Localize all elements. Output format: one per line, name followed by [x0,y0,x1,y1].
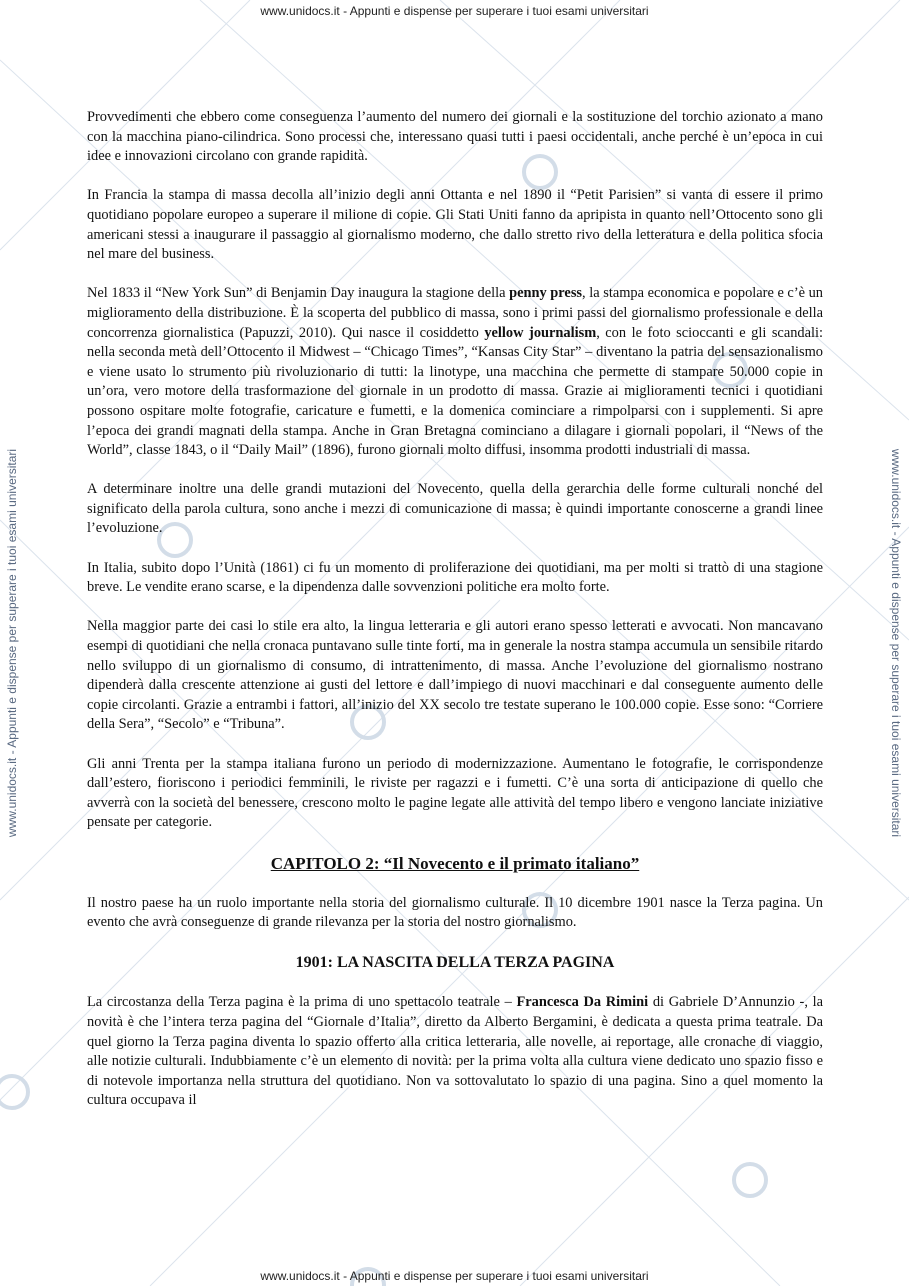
footer-watermark: www.unidocs.it - Appunti e dispense per superare i tuoi esami universitari [260,1269,649,1283]
document-body [87,108,823,1131]
text-run: , con le foto scioccanti e gli scandali: nella seconda metà dell’Ottocento il Midwest – “Chicago Times”, “Kansas City Star” – diventano la patria del sensazionalismo e viene usato lo strumento più rivoluzionario di tutti: la linotype, una macchina che permette di stampare 50.000 copie in un’ora, vero motore della trasformazione del giornale in un prodotto di massa. Grazie ai miglioramenti tecnici i quotidiani possono ospitare molte fotografie, caricature e fumetti, e la domenica cominciare a rimpolparsi con i supplementi. Si apre l’epoca dei grandi magnati della stampa. Anche in Gran Bretagna cominciano a dilagare i giornali popolari, il “News of the World”, classe 1843, o il “Daily Mail” (1896), furono giornali molto diffusi, insomma prodotti industriali di massa. [87,324,823,459]
paragraph: Il nostro paese ha un ruolo importante nella storia del giornalismo culturale. Il 10 dicembre 1901 nasce la Terza pagina. Un evento che avrà conseguenze di grande rilevanza per la storia del nostro giornalismo. [87,894,823,931]
section-title: 1901: LA NASCITA DELLA TERZA PAGINA [295,954,615,972]
paragraph: In Italia, subito dopo l’Unità (1861) ci fu un momento di proliferazione dei quotidiani, ma per molti si trattò di una stagione breve. Le vendite erano scarse, e la dipendenza dalle sovvenzioni politiche era molto forte. [87,559,823,596]
side-watermark-left: www.unidocs.it - Appunti e dispense per superare i tuoi esami universitari [5,448,19,838]
text-run: di Gabriele D’Annunzio -, la novità è che l’intera terza pagina del “Giornale d’Italia”, diretto da Alberto Bergamini, è dedicata a questa prima teatrale. Da quel giorno la Terza pagina diventa lo spazio offerto alla critica letteraria, alle novelle, ai reportage, alle cronache di viaggio, alle notizie culturali. Indubbiamente c’è un elemento di novità: per la prima volta alla cultura viene dedicato uno spazio fisso e di notevole importanza nella struttura del quotidiano. Non va sottovalutato lo spazio di una pagina. Sino a quel momento la cultura occupava il [87,994,823,1109]
paragraph [87,993,823,1111]
paragraph: Nella maggior parte dei casi lo stile era alto, la lingua letteraria e gli autori erano spesso letterati e avvocati. Non mancavano esempi di quotidiani che nella cronaca puntavano sulle tinte forti, ma in generale la nostra stampa accumula un sensibile ritardo nello sviluppo di un giornalismo di consumo, di intrattenimento, di massa. Anche l’evoluzione del giornalismo nostrano dipenderà dalla crescente attenzione ai gusti del lettore e dall’impiego di nuovi macchinari e dal conseguente aumento delle copie circolanti. Grazie a entrambi i fattori, all’inizio del XX secolo tre testate superano le 100.000 copie. Esse sono: “Corriere della Sera”, “Secolo” e “Tribuna”. [87,618,823,733]
paragraph: In Francia la stampa di massa decolla all’inizio degli anni Ottanta e nel 1890 il “Petit Parisien” si vanta di essere il primo quotidiano popolare europeo a superare il milione di copie. Gli Stati Uniti fanno da apripista in quanto nell’Ottocento sono gli americani stessi a inaugurare il passaggio al giornalismo moderno, che dallo stretto rivo della letteratura e della politica sfocia nel mare del business. [87,187,823,263]
side-watermark-right: www.unidocs.it - Appunti e dispense per superare i tuoi esami universitari [889,448,903,838]
chapter-title: CAPITOLO 2: “Il Novecento e il primato italiano” [270,853,640,873]
paragraph: Provvedimenti che ebbero come conseguenza l’aumento del numero dei giornali e la sostituzione del torchio azionato a mano con la macchina piano-cilindrica. Sono processi che, interessano quasi tutti i paesi occidentali, anche perché è un’epoca in cui idee e innovazioni circolano con grande rapidità. [87,109,823,165]
paragraph: A determinare inoltre una delle grandi mutazioni del Novecento, quella della gerarchia delle forme culturali nonché del significato della parola cultura, sono anche i mezzi di comunicazione di massa; è quindi importante conoscerne a grandi linee l’evoluzione. [87,481,823,537]
header-watermark: www.unidocs.it - Appunti e dispense per superare i tuoi esami universitari [260,4,649,18]
bold-term-penny-press: penny press [509,285,583,302]
bold-title-francesca-da-rimini: Francesca Da Rimini [516,994,649,1011]
paragraph [87,284,823,460]
text-run: , la stampa economica e popolare e c’è un miglioramento della distribuzione. È la scoperta del pubblico di massa, sono i primi passi del giornalismo professionale e della concorrenza giornalistica (Papuzzi, 2010). Qui nasce il cosiddetto [87,285,823,341]
text-run: La circostanza della Terza pagina è la prima di uno spettacolo teatrale – [87,994,517,1011]
paragraph: Gli anni Trenta per la stampa italiana furono un periodo di modernizzazione. Aumentano le fotografie, le corrispondenze dall’estero, fioriscono i periodici femminili, le riviste per ragazzi e i fumetti. C’è una sorta di anticipazione di quello che avverrà con la società del benessere, crescono molto le pagine legate alle attività del tempo libero e vengono lanciate iniziative pensate per categorie. [87,755,823,831]
bold-term-yellow-journalism: yellow journalism [484,324,597,341]
text-run: Nel 1833 il “New York Sun” di Benjamin Day inaugura la stagione della [87,285,510,302]
